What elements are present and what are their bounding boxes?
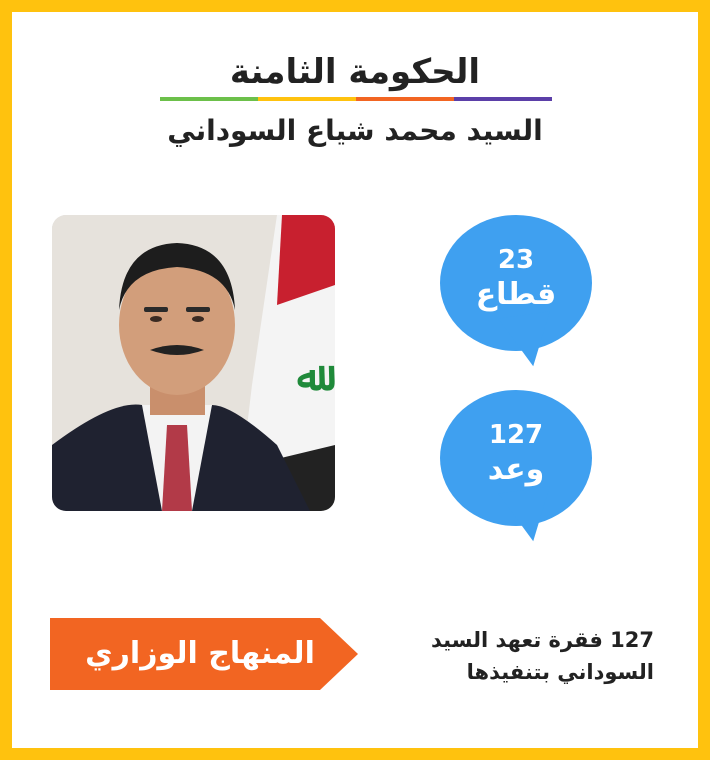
divider-green <box>160 97 258 101</box>
divider-yellow <box>258 97 356 101</box>
portrait-photo <box>52 215 335 511</box>
stat-bubble-promises <box>440 390 592 526</box>
program-description: 127 فقرة تعهد السيد السوداني بتنفيذها <box>431 628 654 684</box>
svg-text:ﷲ: ﷲ <box>297 354 321 400</box>
divider-purple <box>454 97 552 101</box>
person-name: السيد محمد شياع السوداني <box>167 114 543 147</box>
stat-bubble-sectors <box>440 215 592 351</box>
stat-label: وعد <box>487 452 545 487</box>
program-banner-label: المنهاج الوزاري <box>85 636 315 671</box>
stat-label: قطاع <box>475 277 557 312</box>
infographic-card <box>12 12 698 748</box>
stat-number: 127 <box>488 420 544 450</box>
divider-orange <box>356 97 454 101</box>
page-title: الحكومة الثامنة <box>229 52 481 92</box>
rainbow-divider <box>160 97 552 101</box>
bubble-tail <box>498 311 557 370</box>
stat-number: 23 <box>497 245 535 275</box>
portrait-illustration <box>52 215 335 511</box>
bubble-tail <box>498 486 557 545</box>
